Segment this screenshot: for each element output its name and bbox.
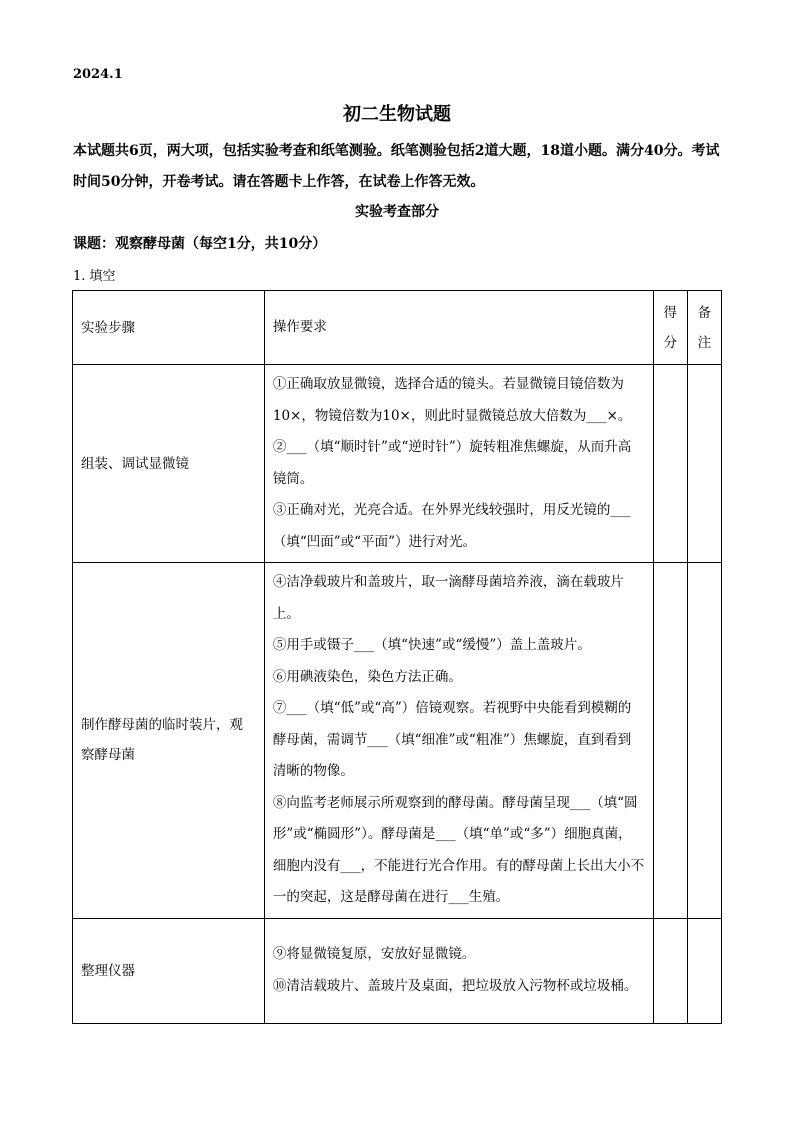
- score-cell: [653, 563, 687, 919]
- row-requirements: [264, 918, 653, 1023]
- table-row: [73, 563, 722, 919]
- row-step: 整理仪器: [73, 918, 265, 1023]
- header-step: 实验步骤: [73, 291, 265, 365]
- note-cell: [687, 365, 721, 563]
- header-requirement: 操作要求: [264, 291, 653, 365]
- requirement-line: ⑩清洁载玻片、盖玻片及桌面，把垃圾放入污物杯或垃圾桶。: [272, 977, 638, 994]
- requirement-line: ⑤用手或镊子___（填“快速”或“缓慢”）盖上盖玻片。: [272, 637, 591, 653]
- requirement-line: ①正确取放显微镜，选择合适的镜头。若显微镜目镜倍数为10×，物镜倍数为10×，则此时显微镜总放大倍数为___×。: [272, 376, 632, 424]
- requirement-line: ④洁净载玻片和盖玻片，取一滴酵母菌培养液，滴在载玻片上。: [272, 574, 624, 622]
- requirement-line: ⑥用碘液染色，染色方法正确。: [272, 668, 462, 685]
- requirement-line: ②___（填“顺时针”或“逆时针”）旋转粗准焦螺旋，从而升高镜筒。: [272, 439, 632, 487]
- page-title: 初二生物试题: [343, 104, 451, 125]
- row-step: 制作酵母菌的临时装片，观察酵母菌: [73, 563, 265, 919]
- row-requirements: [264, 563, 653, 919]
- score-cell: [653, 918, 687, 1023]
- row-step: 组装、调试显微镜: [73, 365, 265, 563]
- requirement-line: ⑦___（填“低”或“高”）倍镜观察。若视野中央能看到模糊的酵母菌，需调节___（填“细准”或“粗准”）焦螺旋，直到看到清晰的物像。: [272, 700, 632, 779]
- table-row: [73, 918, 722, 1023]
- header-score: 得分: [653, 291, 687, 365]
- requirement-line: ⑨将显微镜复原，安放好显微镜。: [272, 946, 476, 962]
- score-cell: [653, 365, 687, 563]
- row-requirements: [264, 365, 653, 563]
- note-cell: [687, 563, 721, 919]
- note-cell: [687, 918, 721, 1023]
- header-note: 备注: [687, 291, 721, 365]
- question-number: 1. 填空: [73, 269, 116, 284]
- topic-heading: 课题：观察酵母菌（每空1分，共10分）: [73, 236, 327, 252]
- exam-date: 2024.1: [73, 67, 123, 82]
- experiment-table: [72, 290, 722, 1024]
- exam-instructions: 本试题共6页，两大项，包括实验考查和纸笔测验。纸笔测验包括2道大题，18道小题。满分40分。考试时间50分钟，开卷考试。请在答题卡上作答，在试卷上作答无效。: [73, 143, 720, 190]
- table-row: [73, 365, 722, 563]
- requirement-line: ⑧向监考老师展示所观察到的酵母菌。酵母菌呈现___（填“圆形”或“椭圆形”）。酵母菌是___（填“单”或“多”）细胞真菌，细胞内没有___，不能进行光合作用。有的酵母菌上长出大小不一的突起，这是酵母菌在进行___生殖。: [272, 794, 645, 905]
- requirement-line: ③正确对光，光亮合适。在外界光线较强时，用反光镜的___（填“凹面”或“平面”）进行对光。: [272, 502, 631, 550]
- table-header-row: [73, 291, 722, 365]
- section-heading: 实验考查部分: [355, 204, 439, 220]
